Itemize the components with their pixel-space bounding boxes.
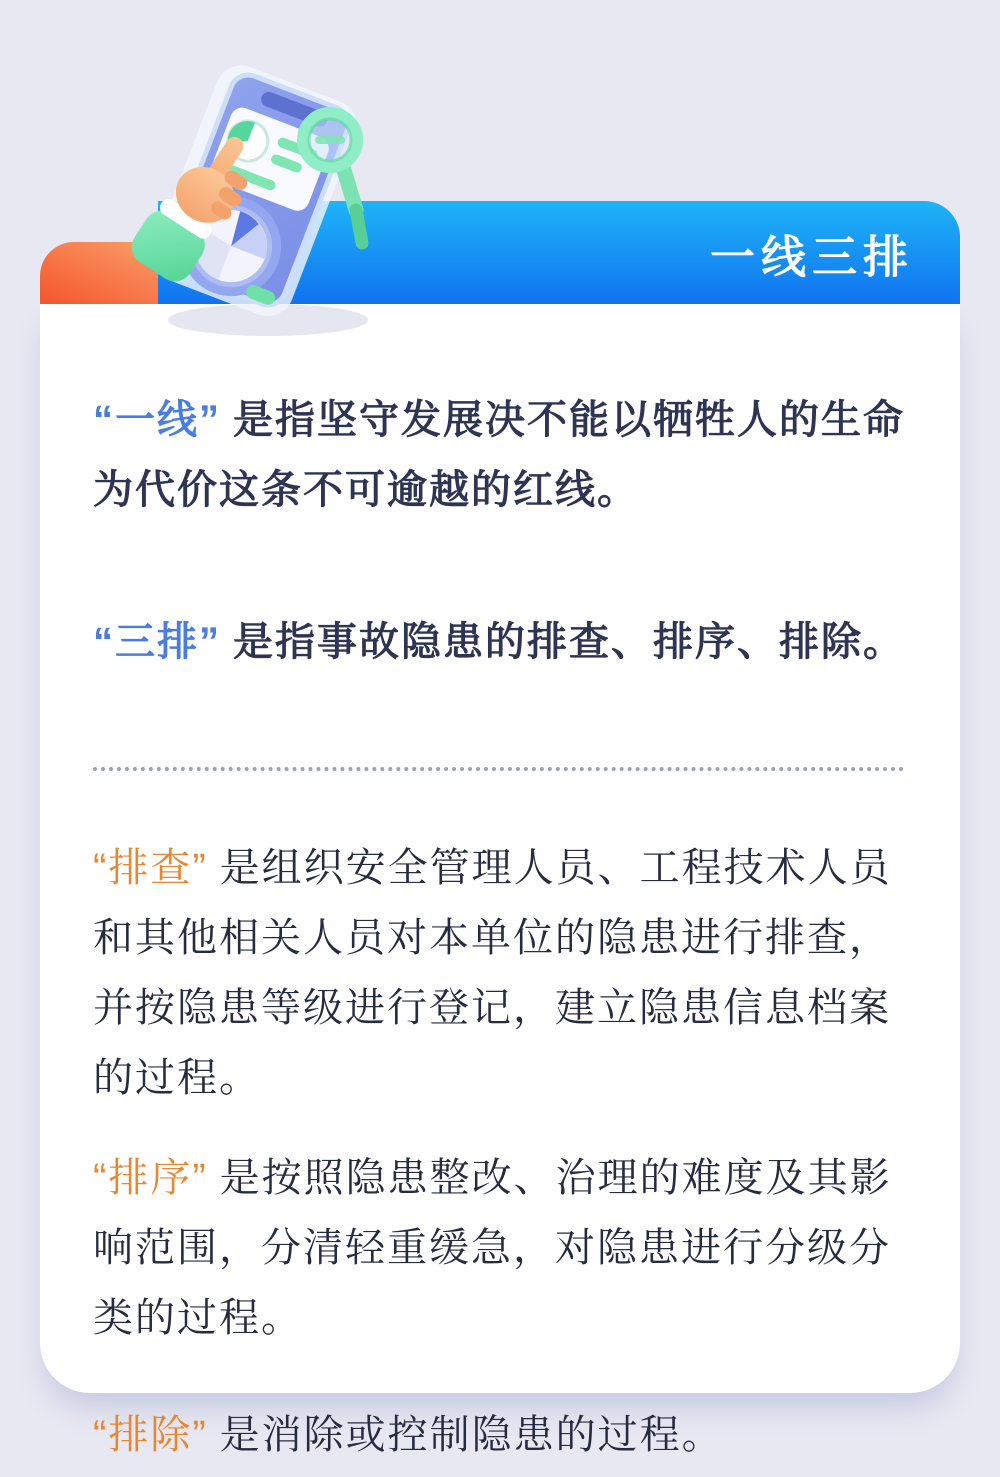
term-label-sanpai: “三排”	[93, 620, 221, 664]
clipboard-inspection-illustration	[103, 40, 411, 342]
term-label-yixian: “一线”	[93, 398, 221, 442]
definition-paichu	[93, 1400, 906, 1470]
page-title: 一线三排	[709, 231, 914, 282]
definition-text: 是指事故隐患的排查、排序、排除。	[233, 620, 905, 664]
dotted-divider	[93, 767, 904, 771]
term-label-paixu: “排序”	[93, 1156, 208, 1200]
term-label-paichu: “排除”	[93, 1413, 208, 1457]
definition-text: 是按照隐患整改、治理的难度及其影响范围，分清轻重缓急，对隐患进行分级分类的过程。	[93, 1156, 892, 1340]
definition-text: 是消除或控制隐患的过程。	[219, 1413, 724, 1457]
definition-yixian	[93, 385, 906, 525]
definition-text: 是组织安全管理人员、工程技术人员和其他相关人员对本单位的隐患进行排查，并按隐患等级进行登记，建立隐患信息档案的过程。	[93, 846, 892, 1100]
definition-paicha	[93, 833, 906, 1113]
definition-paixu	[93, 1143, 906, 1353]
term-label-paicha: “排查”	[93, 846, 208, 890]
definition-text: 是指坚守发展决不能以牺牲人的生命为代价这条不可逾越的红线。	[93, 398, 905, 512]
content-card	[40, 304, 960, 1457]
definition-sanpai	[93, 607, 906, 677]
